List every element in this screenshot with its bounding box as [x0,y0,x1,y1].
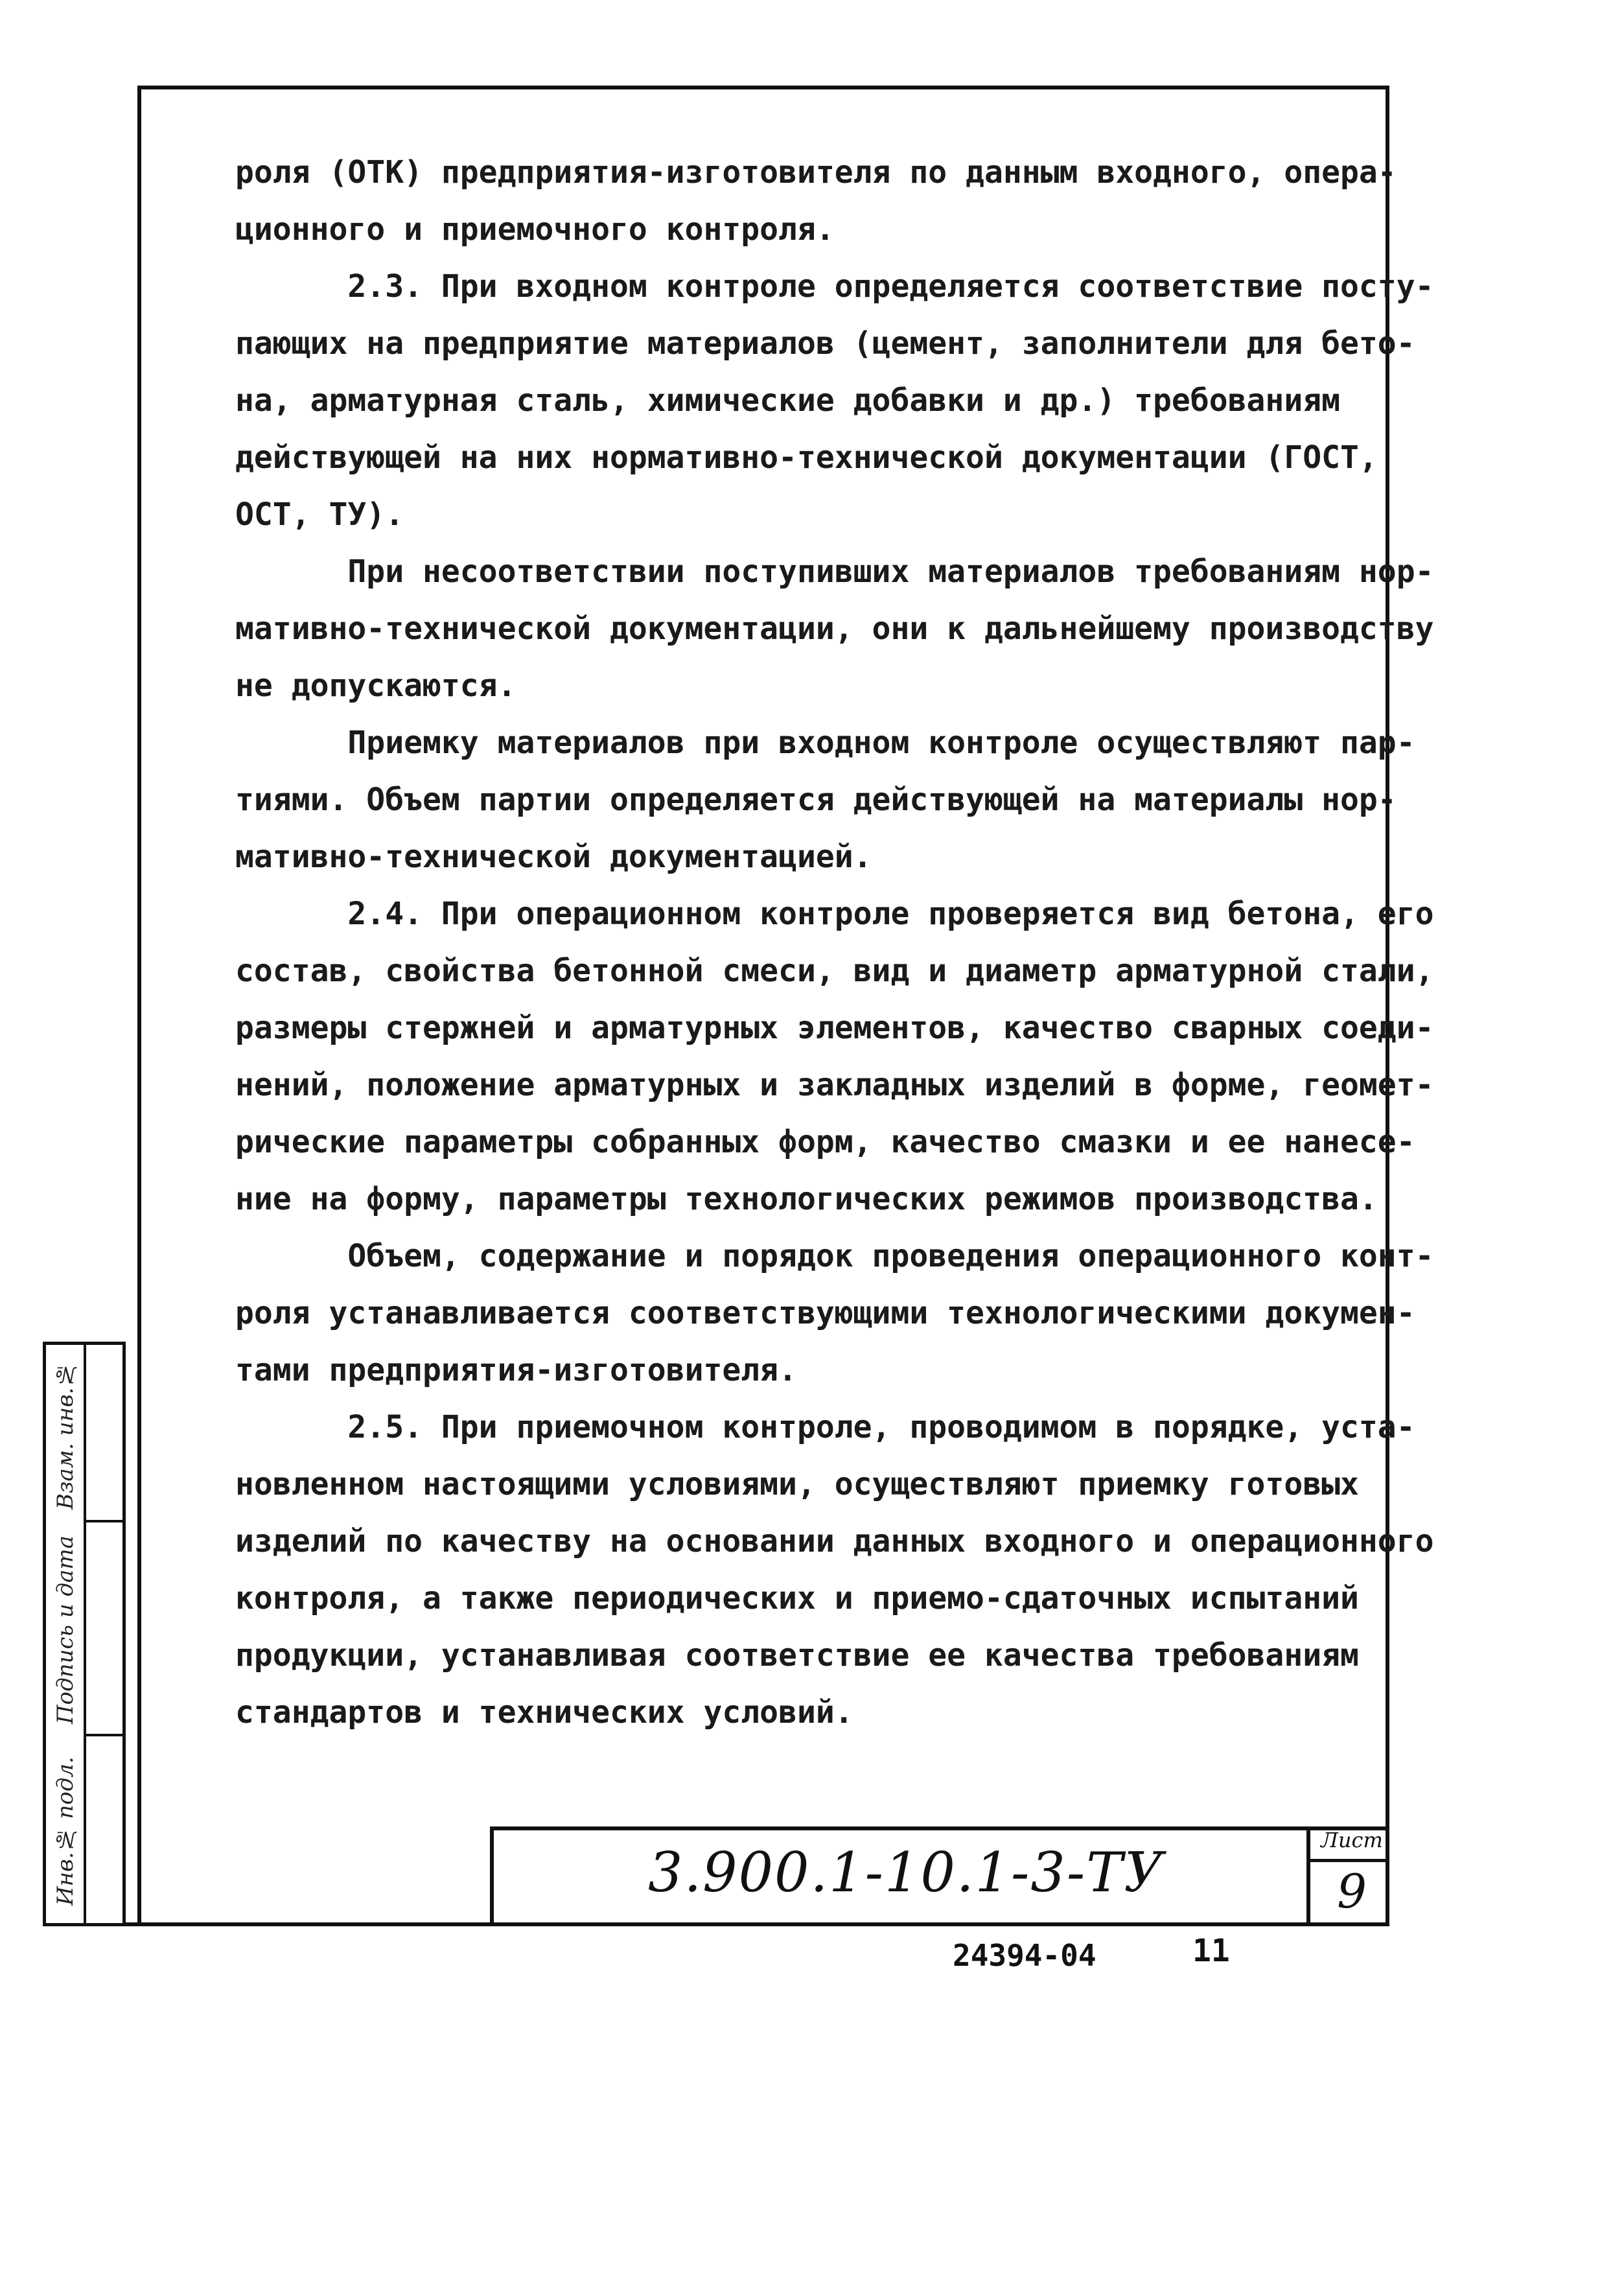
text-line: изделий по качеству на основании данных входного и операционного [235,1523,1434,1559]
text-line: состав, свойства бетонной смеси, вид и диаметр арматурной стали, [235,953,1434,989]
text-line: тами предприятия-изготовителя. [235,1352,797,1388]
text-line: ционного и приемочного контроля. [235,211,835,248]
text-line: 2.5. При приемочном контроле, проводимом в порядке, уста- [235,1409,1415,1445]
body-text [235,144,1434,1741]
text-line: роля устанавливается соответствующими технологическими докумен- [235,1295,1415,1331]
sheet-divider [1310,1859,1389,1862]
text-line: нений, положение арматурных и закладных изделий в форме, геомет- [235,1067,1434,1103]
text-line: стандартов и технических условий. [235,1694,853,1731]
text-line: пающих на предприятие материалов (цемент, заполнители для бето- [235,325,1415,362]
sign-date-label: Подпись и дата [52,1535,78,1725]
text-line: продукции, устанавливая соответствие ее качества требованиям [235,1637,1359,1674]
text-line: рические параметры собранных форм, качество смазки и ее нанесе- [235,1124,1415,1160]
archive-stamp: 24394-04 [953,1938,1096,1973]
text-line: на, арматурная сталь, химические добавки и др.) требованиям [235,382,1341,419]
side-stamp-divider [84,1520,122,1522]
text-line: тиями. Объем партии определяется действующей на материалы нор- [235,782,1397,818]
text-line: контроля, а также периодических и приемо-сдаточных испытаний [235,1580,1359,1616]
page-counter: 11 [1192,1933,1230,1969]
text-line: новленном настоящими условиями, осуществляют приемку готовых [235,1466,1359,1502]
text-line: Приемку материалов при входном контроле осуществляют пар- [235,725,1415,761]
text-line: не допускаются. [235,668,516,704]
sheet-label: Лист [1321,1828,1383,1852]
text-line: 2.4. При операционном контроле проверяется вид бетона, его [235,896,1434,932]
document-code: 3.900.1-10.1-3-ТУ [648,1841,1165,1904]
side-stamp [43,1342,126,1926]
text-line: размеры стержней и арматурных элементов, качество сварных соеди- [235,1010,1434,1046]
text-line: действующей на них нормативно-технической документации (ГОСТ, [235,439,1378,476]
inv-original-label: Инв.№ подл. [52,1756,78,1906]
text-line: роля (ОТК) предприятия-изготовителя по данным входного, опера- [235,154,1397,191]
text-line: мативно-технической документации, они к дальнейшему производству [235,611,1434,647]
text-line: ние на форму, параметры технологических режимов производства. [235,1181,1378,1217]
text-line: Объем, содержание и порядок проведения операционного конт- [235,1238,1434,1274]
text-line: мативно-технической документацией. [235,839,872,875]
text-line: ОСТ, ТУ). [235,496,404,533]
replace-inv-label: Взам. инв.№ [52,1361,78,1510]
sheet-box [1306,1826,1389,1926]
text-line: При несоответствии поступивших материалов требованиям нор- [235,554,1434,590]
sheet-number: 9 [1337,1864,1367,1919]
side-stamp-divider [84,1734,122,1736]
text-line: 2.3. При входном контроле определяется соответствие посту- [235,268,1434,305]
